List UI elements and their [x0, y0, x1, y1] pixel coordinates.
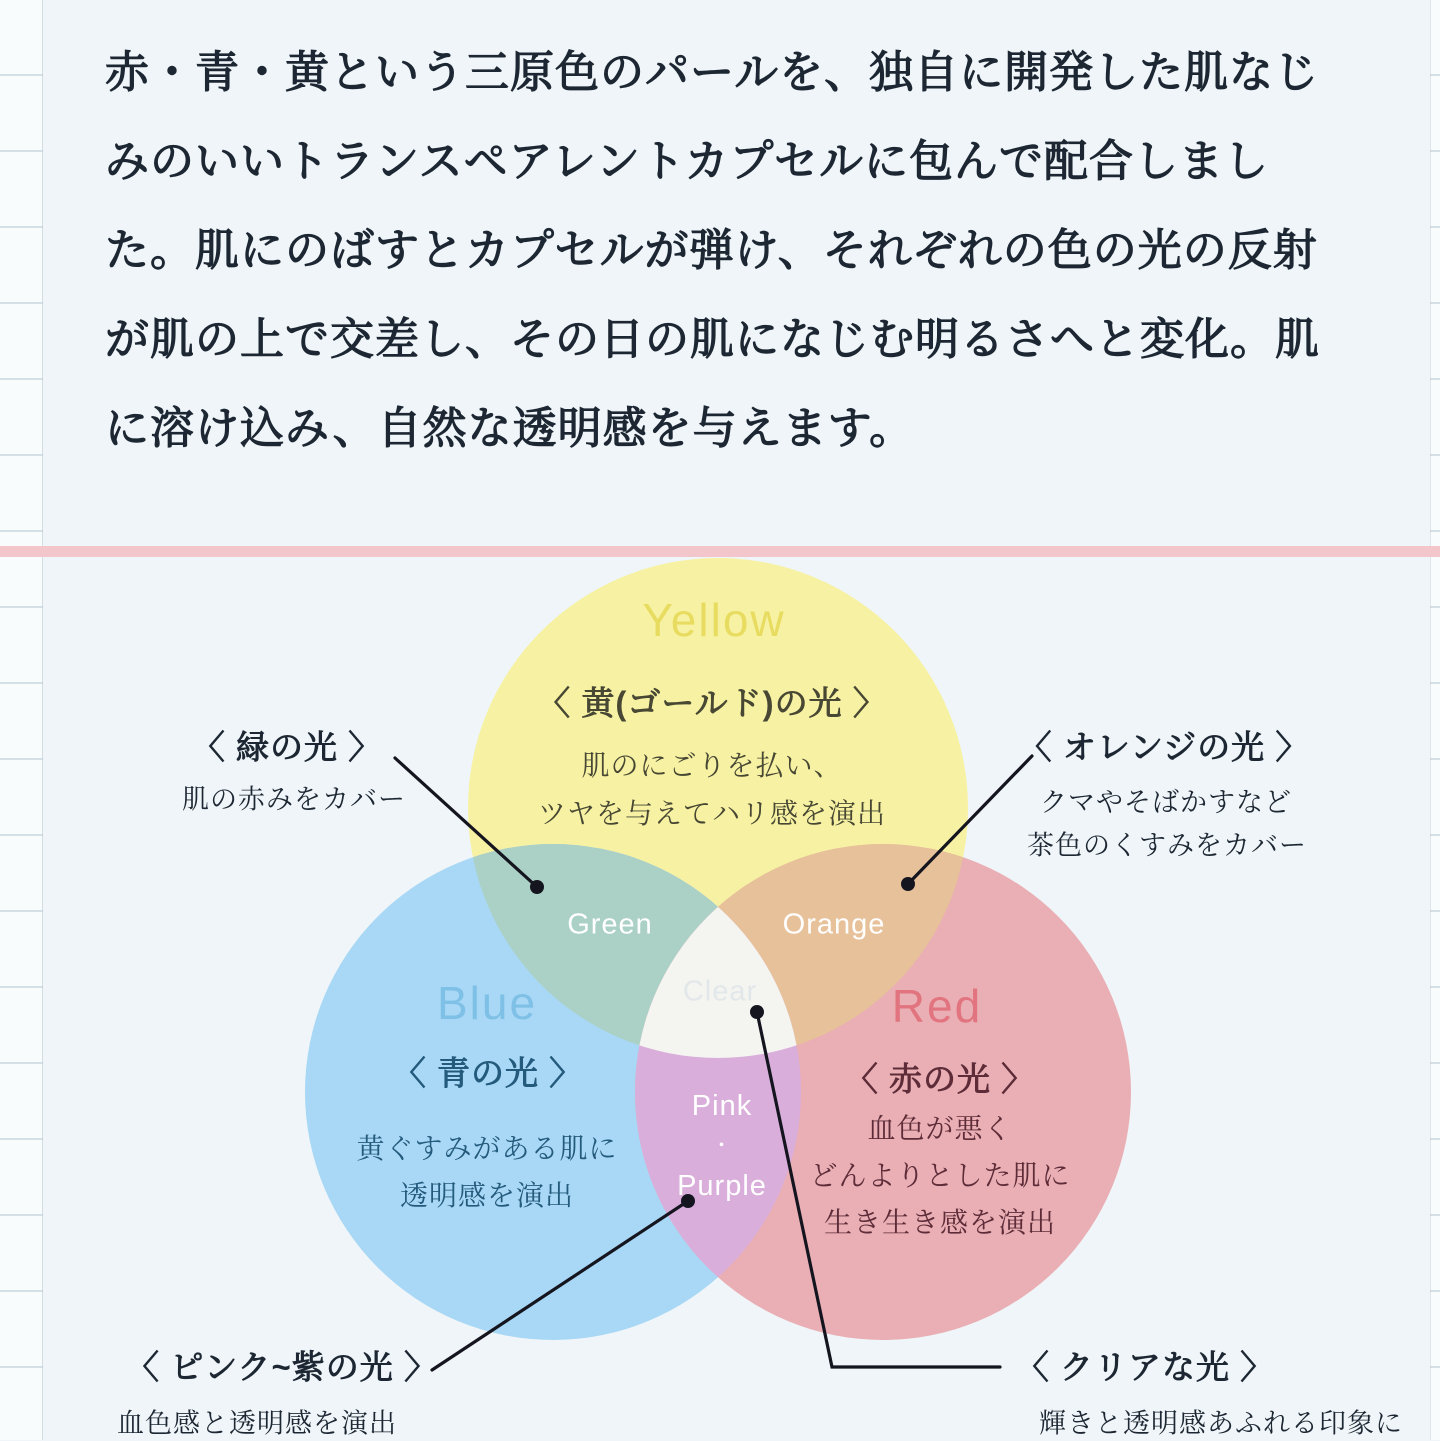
orange-annotation-desc-2: 茶色のくすみをカバー	[1027, 830, 1307, 861]
blue-circle-desc-1: 黄ぐすみがある肌に	[356, 1133, 618, 1164]
pink-purple-overlap-label	[677, 1086, 767, 1206]
blue-circle-desc-2: 透明感を演出	[399, 1180, 575, 1211]
purple-overlap-label-line: Purple	[677, 1170, 767, 1202]
overlap-label-middle-dot: ・	[711, 1135, 733, 1157]
yellow-circle-desc-1: 肌のにごりを払い、	[581, 750, 843, 781]
intro-line-5: に溶け込み、自然な透明感を与えます。	[105, 404, 915, 453]
red-circle-desc-1: 血色が悪く	[867, 1113, 1013, 1144]
yellow-circle-desc-2: ツヤを与えてハリ感を演出	[537, 798, 887, 829]
red-circle-name: Red	[891, 980, 983, 1032]
intro-line-1: 赤・青・黄という三原色のパールを、独自に開発した肌なじ	[105, 48, 1320, 97]
intro-line-3: た。肌にのばすとカプセルが弾け、それぞれの色の光の反射	[105, 226, 1318, 275]
orange-annotation-heading: 〈 オレンジの光 〉	[1018, 728, 1310, 766]
clear-annotation-desc: 輝きと透明感あふれる印象に	[1039, 1408, 1403, 1439]
yellow-circle-name: Yellow	[642, 594, 786, 646]
clear-overlap-label: Clear	[682, 975, 758, 1008]
orange-overlap-label: Orange	[782, 908, 886, 941]
intro-paragraph	[105, 28, 1365, 473]
red-circle-heading: 〈 赤の光 〉	[844, 1060, 1036, 1098]
green-annotation-heading: 〈 緑の光 〉	[191, 728, 383, 766]
orange-annotation-desc-1: クマやそばかすなど	[1040, 787, 1292, 818]
intro-line-4: が肌の上で交差し、その日の肌になじむ明るさへと変化。肌	[105, 315, 1320, 364]
red-circle-desc-3: 生き生き感を演出	[823, 1207, 1057, 1238]
pink-overlap-label-line: Pink	[691, 1090, 753, 1122]
intro-line-2: みのいいトランスペアレントカプセルに包んで配合しまし	[105, 137, 1270, 186]
green-overlap-label: Green	[567, 908, 653, 941]
blue-circle-name: Blue	[436, 977, 538, 1029]
pink-purple-annotation-heading: 〈 ピンク~紫の光 〉	[126, 1348, 438, 1386]
yellow-circle-heading: 〈 黄(ゴールド)の光 〉	[537, 684, 887, 722]
blue-circle-heading: 〈 青の光 〉	[392, 1054, 584, 1092]
red-circle-desc-2: どんよりとした肌に	[809, 1160, 1071, 1191]
clear-annotation-heading: 〈 クリアな光 〉	[1015, 1348, 1275, 1386]
green-annotation-desc: 肌の赤みをカバー	[182, 784, 406, 815]
orange-callout-dot	[901, 877, 915, 891]
pink-divider	[0, 546, 1440, 557]
green-callout-dot	[530, 880, 544, 894]
pink-purple-annotation-desc: 血色感と透明感を演出	[117, 1408, 397, 1439]
